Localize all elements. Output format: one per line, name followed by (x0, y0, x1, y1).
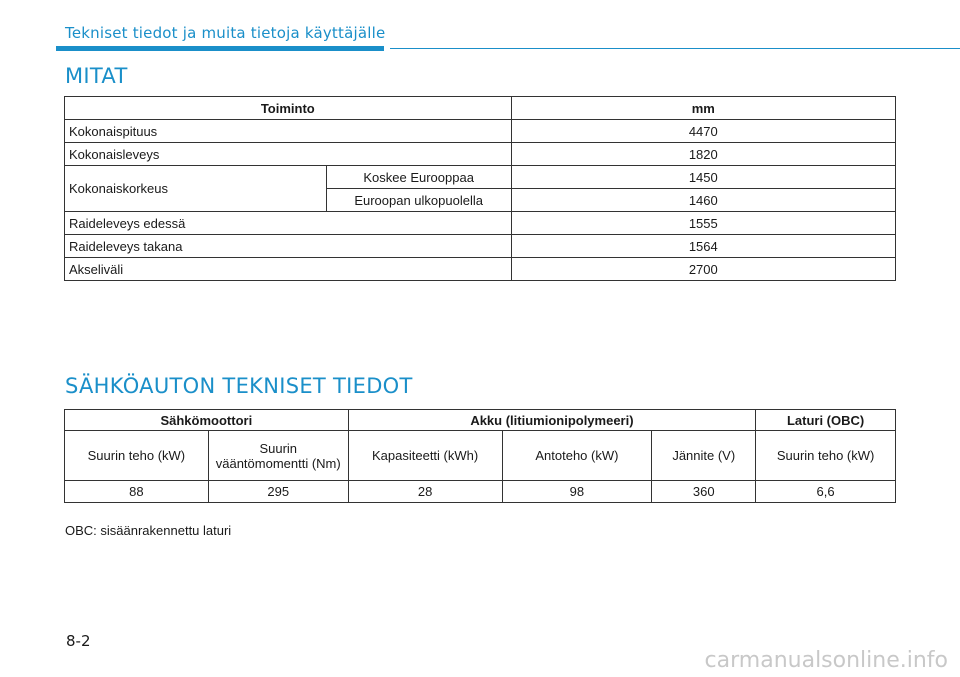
table-row (65, 143, 896, 166)
col-header-function: Toiminto (65, 97, 512, 120)
value-cell: 6,6 (756, 481, 896, 503)
chapter-title: Tekniset tiedot ja muita tietoja käyttäjälle (65, 24, 386, 42)
row-value: 1555 (511, 212, 895, 235)
table-subheader-row (65, 431, 896, 481)
watermark: carmanualsonline.info (704, 648, 948, 673)
table-row (65, 481, 896, 503)
value-cell: 98 (502, 481, 652, 503)
header-rule (390, 48, 960, 49)
row-sublabel: Euroopan ulkopuolella (326, 189, 511, 212)
subheader-capacity: Kapasiteetti (kWh) (348, 431, 502, 481)
row-label: Akseliväli (65, 258, 512, 281)
row-sublabel: Koskee Eurooppaa (326, 166, 511, 189)
subheader-output-power: Antoteho (kW) (502, 431, 652, 481)
group-header-charger: Laturi (OBC) (756, 410, 896, 431)
page-number: 8-2 (66, 632, 91, 650)
section-title-dimensions: MITAT (65, 64, 128, 88)
subheader-charger-power: Suurin teho (kW) (756, 431, 896, 481)
section-title-ev-specs: SÄHKÖAUTON TEKNISET TIEDOT (65, 374, 413, 398)
row-value: 1564 (511, 235, 895, 258)
group-header-motor: Sähkömoottori (65, 410, 349, 431)
row-label: Raideleveys takana (65, 235, 512, 258)
table-row (65, 212, 896, 235)
value-cell: 88 (65, 481, 209, 503)
subheader-max-torque: Suurin vääntömomentti (Nm) (208, 431, 348, 481)
row-label: Kokonaispituus (65, 120, 512, 143)
row-label: Kokonaiskorkeus (65, 166, 327, 212)
row-value: 1460 (511, 189, 895, 212)
table-header-row (65, 410, 896, 431)
table-row (65, 235, 896, 258)
row-value: 1450 (511, 166, 895, 189)
subheader-voltage: Jännite (V) (652, 431, 756, 481)
value-cell: 360 (652, 481, 756, 503)
table-row (65, 120, 896, 143)
table-row (65, 258, 896, 281)
subheader-max-power: Suurin teho (kW) (65, 431, 209, 481)
col-header-mm: mm (511, 97, 895, 120)
row-label: Raideleveys edessä (65, 212, 512, 235)
table-row (65, 166, 896, 189)
ev-specs-table (64, 409, 896, 503)
row-value: 2700 (511, 258, 895, 281)
row-value: 4470 (511, 120, 895, 143)
footnote: OBC: sisäänrakennettu laturi (65, 523, 232, 538)
value-cell: 295 (208, 481, 348, 503)
dimensions-table (64, 96, 896, 281)
header-accent-bar (56, 46, 384, 51)
row-label: Kokonaisleveys (65, 143, 512, 166)
value-cell: 28 (348, 481, 502, 503)
table-header-row (65, 97, 896, 120)
row-value: 1820 (511, 143, 895, 166)
group-header-battery: Akku (litiumionipolymeeri) (348, 410, 756, 431)
